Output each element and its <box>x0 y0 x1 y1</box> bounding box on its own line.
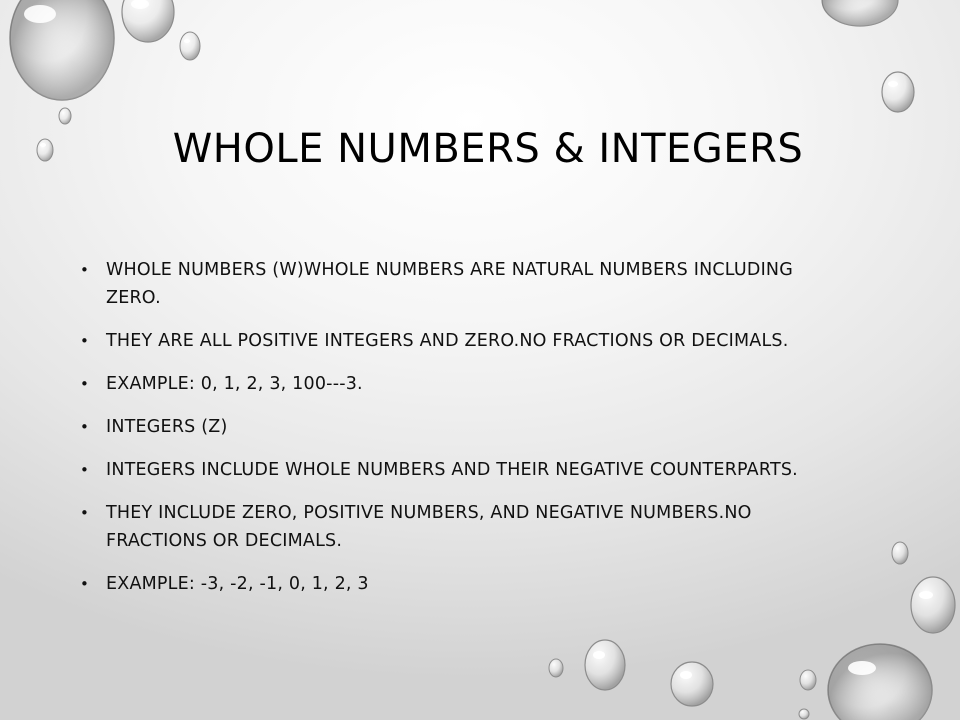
drop-top-left-large <box>10 0 114 100</box>
drop-top-left-medium <box>122 0 174 42</box>
drop-bottom-right-tiny-2 <box>799 709 809 719</box>
bullet-whole-numbers-heading: • WHOLE NUMBERS (W)WHOLE NUMBERS ARE NATURAL NUMBERS INCLUDING ZERO. <box>80 256 850 312</box>
drop-bottom-center-small <box>549 659 563 677</box>
bullet-whole-numbers-definition: • THEY ARE ALL POSITIVE INTEGERS AND ZERO.NO FRACTIONS OR DECIMALS. <box>80 327 850 355</box>
bullet-whole-numbers-example: • EXAMPLE: 0, 1, 2, 3, 100---3. <box>80 370 850 398</box>
slide-title: WHOLE NUMBERS & INTEGERS <box>172 126 804 172</box>
drop-bottom-right-medium <box>911 577 955 633</box>
drop-bottom-center-medium <box>585 640 625 690</box>
drop-top-left-small <box>180 32 200 60</box>
drop-bottom-right-tiny <box>892 542 908 564</box>
bullet-list <box>80 256 850 613</box>
bullet-integers-heading: • INTEGERS (Z) <box>80 413 850 441</box>
drop-bottom-right-large <box>828 644 932 720</box>
bullet-integers-detail: • THEY INCLUDE ZERO, POSITIVE NUMBERS, AND NEGATIVE NUMBERS.NO FRACTIONS OR DECIMALS. <box>80 499 850 555</box>
bullet-integers-example: • EXAMPLE: -3, -2, -1, 0, 1, 2, 3 <box>80 570 850 598</box>
drop-top-right-medium <box>882 72 914 112</box>
drop-bottom-right-small <box>800 670 816 690</box>
drop-top-right-large <box>822 0 898 26</box>
bullet-integers-definition: • INTEGERS INCLUDE WHOLE NUMBERS AND THEIR NEGATIVE COUNTERPARTS. <box>80 456 850 484</box>
drop-bottom-center-round <box>671 662 713 706</box>
